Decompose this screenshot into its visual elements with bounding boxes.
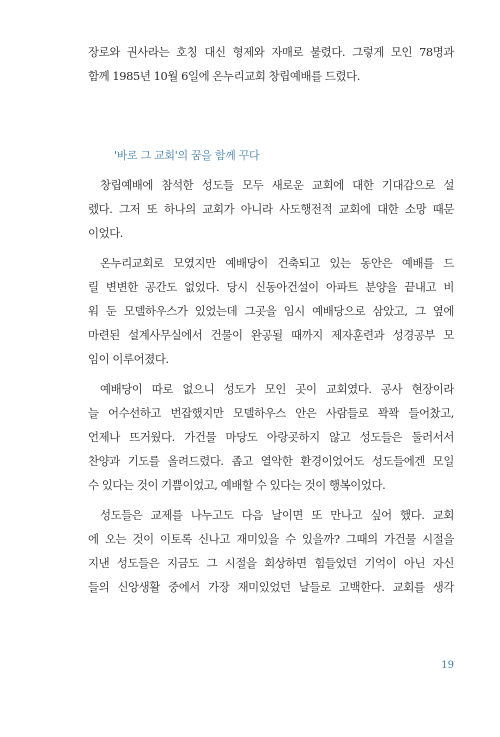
- body-text: [88, 173, 454, 605]
- paragraph-1-line-2: 렜다. 그저 또 하나의 교회가 아니라 사도행전적 교회에 대한 소망 때문: [88, 202, 454, 216]
- paragraph-2-line-2: 릴 변변한 공간도 없었다. 당시 신동아건설이 아파트 분양을 끝내고 비: [88, 280, 454, 294]
- paragraph-3-line-3: 언제나 뜨거웠다. 가건물 마당도 아랑곳하지 않고 성도들은 둘러서서: [88, 430, 454, 444]
- paragraph-1-line-1: 창립예배에 참석한 성도들 모두 새로운 교회에 대한 기대감으로 설: [100, 178, 454, 192]
- paragraph-2-line-3: 워 둔 모델하우스가 있었는데 그곳을 임시 예배당으로 삼았고, 그 옆에: [88, 304, 454, 318]
- paragraph-4-line-1: 성도들은 교제를 나누고도 다음 날이면 또 만나고 싶어 했다. 교회: [100, 508, 454, 522]
- page-number: 19: [441, 660, 454, 671]
- paragraph-3: [88, 377, 454, 497]
- paragraph-4-line-4: 들의 신앙생활 중에서 가장 재미있었던 날들로 고백한다. 교회를 생각: [88, 580, 454, 594]
- paragraph-4-line-3: 지낸 성도들은 지금도 그 시절을 회상하면 힘들었던 기억이 아닌 자신: [88, 556, 454, 570]
- paragraph-2-line-1: 온누리교회로 모였지만 예배당이 건축되고 있는 동안은 예배를 드: [100, 256, 454, 270]
- paragraph-4-line-2: 에 오는 것이 이토록 신나고 재미있을 수 있을까? 그때의 가건물 시절을: [88, 532, 454, 546]
- paragraph-3-line-5: 수 있다는 것이 기쁨이었고, 예배할 수 있다는 것이 행복이었다.: [88, 478, 386, 492]
- paragraph-1: [88, 173, 454, 245]
- lead-paragraph: [88, 40, 454, 88]
- paragraph-1-line-3: 이었다.: [88, 226, 124, 240]
- lead-paragraph-line-1: 장로와 권사라는 호칭 대신 형제와 자매로 불렸다. 그렇게 모인 78명과: [88, 45, 454, 59]
- lead-paragraph-line-2: 함께 1985년 10월 6일에 온누리교회 창립예배를 드렸다.: [88, 69, 360, 83]
- paragraph-3-line-4: 찬양과 기도를 올려드렸다. 좁고 열악한 환경이었어도 성도들에겐 모일: [88, 454, 454, 468]
- section-heading: '바로 그 교회'의 꿈을 함께 꾸다: [114, 149, 260, 162]
- paragraph-2: [88, 251, 454, 371]
- paragraph-3-line-2: 늘 어수선하고 번잡했지만 모델하우스 안은 사람들로 꽉꽉 들어찼고,: [88, 406, 454, 420]
- paragraph-3-line-1: 예배당이 따로 없으니 성도가 모인 곳이 교회였다. 공사 현장이라: [100, 382, 454, 396]
- paragraph-2-line-4: 마련된 설계사무실에서 건물이 완공될 때까지 제자훈련과 성경공부 모: [88, 328, 454, 342]
- paragraph-2-line-5: 임이 이루어졌다.: [88, 352, 169, 366]
- paragraph-4: [88, 503, 454, 599]
